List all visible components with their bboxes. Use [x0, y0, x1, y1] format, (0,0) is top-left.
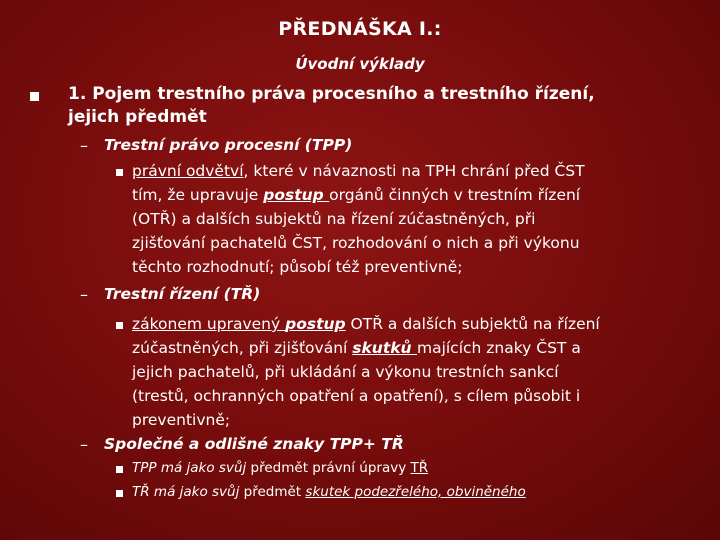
tr-def-line5: preventivně; — [132, 411, 231, 429]
common-item2-italic: TŘ má jako svůj — [132, 484, 244, 500]
tr-def-text3: majících znaky ČST a — [416, 339, 581, 357]
dash-bullet-icon: – — [80, 285, 88, 304]
main-point-line1: 1. Pojem trestního práva procesního a trestního řízení, — [68, 84, 595, 104]
tr-def-line4: (trestů, ochranných opatření a opatření), s cílem působit i — [132, 387, 581, 405]
tpp-def-line4: zjišťování pachatelů ČST, rozhodování o nich a při výkonu — [132, 234, 580, 252]
common-item1-text: předmět právní úpravy — [250, 460, 411, 476]
tr-def-text2: zúčastněných, při zjišťování — [132, 339, 353, 357]
small-square-bullet-icon — [116, 169, 123, 176]
small-square-bullet-icon — [116, 322, 123, 329]
tpp-def-underlined: právní odvětví — [132, 162, 244, 180]
small-square-bullet-icon — [116, 490, 123, 497]
tpp-def-text1: , které v návaznosti na TPH chrání před ČST — [243, 162, 585, 180]
tr-def-emphasis2: skutků — [352, 339, 417, 357]
tr-definition — [132, 312, 702, 432]
tpp-definition — [132, 159, 702, 279]
tpp-def-line1 — [132, 159, 702, 183]
tpp-def-text2: tím, že upravuje — [132, 186, 264, 204]
tr-def-line1 — [132, 312, 702, 336]
slide-title: PŘEDNÁŠKA I.: — [278, 18, 442, 40]
slide-subtitle: Úvodní výklady — [295, 55, 425, 73]
common-item2-underlined: skutek podezřelého, obviněného — [305, 484, 526, 500]
dash-bullet-icon: – — [80, 435, 88, 454]
tpp-heading: Trestní právo procesní (TPP) — [104, 136, 353, 154]
common-heading: Společné a odlišné znaky TPP+ TŘ — [104, 435, 404, 453]
common-item-1 — [132, 458, 702, 478]
tr-def-emphasis1: postup — [285, 315, 346, 333]
dash-bullet-icon: – — [80, 136, 88, 155]
common-item-2 — [132, 482, 702, 502]
tr-def-text1: OTŘ a dalších subjektů na řízení — [345, 315, 600, 333]
tr-heading: Trestní řízení (TŘ) — [104, 285, 261, 303]
square-bullet-icon — [30, 92, 39, 101]
tr-def-underlined: zákonem upravený — [132, 315, 286, 333]
small-square-bullet-icon — [116, 466, 123, 473]
common-item2-text: předmět — [243, 484, 306, 500]
tpp-def-text3: orgánů činných v trestním řízení — [329, 186, 581, 204]
main-point-line2: jejich předmět — [68, 107, 207, 127]
tr-def-line3: jejich pachatelů, při ukládání a výkonu trestních sankcí — [132, 363, 559, 381]
tr-def-line2 — [132, 336, 702, 360]
common-item1-underlined: TŘ — [410, 460, 429, 476]
common-item1-italic: TPP má jako svůj — [132, 460, 251, 476]
tpp-def-line5: těchto rozhodnutí; působí též preventivně; — [132, 258, 463, 276]
main-point — [68, 83, 708, 129]
tpp-def-line3: (OTŘ) a dalších subjektů na řízení zúčastněných, při — [132, 210, 536, 228]
tpp-def-emphasis: postup — [263, 186, 330, 204]
tpp-def-line2 — [132, 183, 702, 207]
